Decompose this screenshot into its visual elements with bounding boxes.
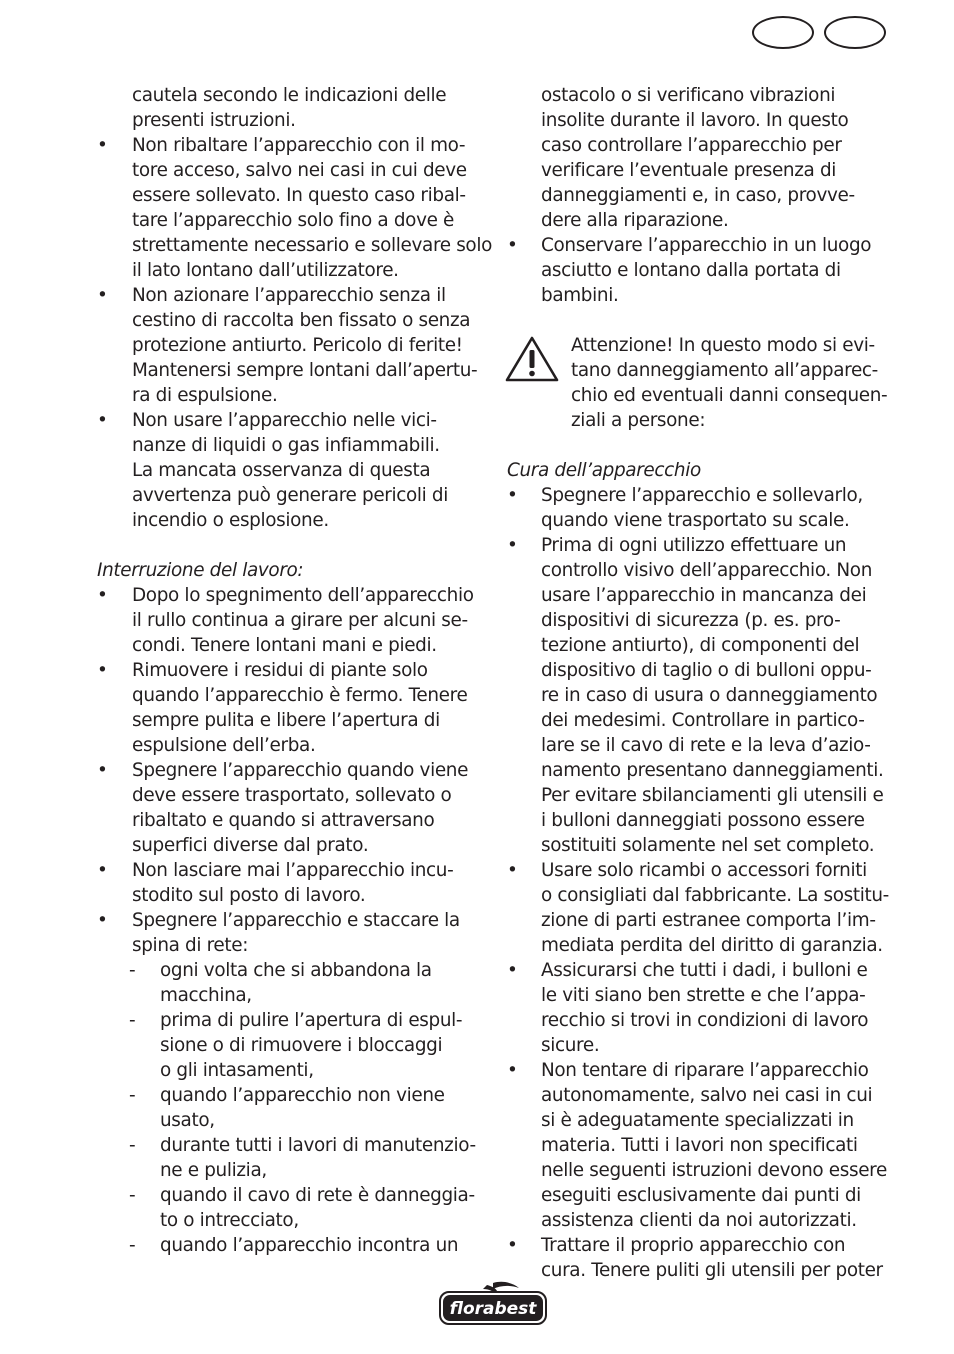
- text-line: i bulloni danneggiati possono essere: [541, 810, 865, 831]
- text-line: Spegnere l’apparecchio e staccare la: [132, 910, 460, 931]
- text-line: re in caso di usura o danneggiamento: [541, 685, 878, 706]
- text-line: bambini.: [541, 285, 619, 306]
- bullet-marker: •: [507, 1235, 518, 1256]
- text-line: sempre pulita e libere l’apertura di: [132, 710, 440, 731]
- text-line: Per evitare sbilanciamenti gli utensili e: [541, 785, 884, 806]
- warning-note: [507, 333, 907, 433]
- text-line: quando il cavo di rete è danneggia-: [160, 1185, 475, 1206]
- text-line: sicure.: [541, 1035, 600, 1056]
- text-line: autonomamente, salvo nei casi in cui: [541, 1085, 873, 1106]
- dash-item: [97, 1233, 497, 1258]
- text-line: Non tentare di riparare l’apparecchio: [541, 1060, 869, 1081]
- text-line: espulsione dell’erba.: [132, 735, 316, 756]
- bullet-item: [507, 1233, 907, 1283]
- bullet-item: [97, 283, 497, 408]
- text-line: tare l’apparecchio solo fino a dove è: [132, 210, 455, 231]
- text-line: ne e pulizia,: [160, 1160, 267, 1181]
- bullet-item: [97, 133, 497, 283]
- text-line: Mantenersi sempre lontani dall’apertu-: [132, 360, 478, 381]
- text-line: strettamente necessario e sollevare solo: [132, 235, 492, 256]
- bullet-item: [507, 483, 907, 533]
- dash-marker: -: [129, 1185, 136, 1206]
- left-column: [97, 83, 497, 1258]
- text-line: prima di pulire l’apertura di espul-: [160, 1010, 463, 1031]
- dash-marker: -: [129, 1010, 136, 1031]
- text-line: recchio si trovi in condizioni di lavoro: [541, 1010, 869, 1031]
- logo-text: florabest: [449, 1299, 537, 1319]
- text-line: stodito sul posto di lavoro.: [132, 885, 366, 906]
- text-line: tano danneggiamento all’apparec-: [571, 360, 878, 381]
- text-line: Trattare il proprio apparecchio con: [541, 1235, 846, 1256]
- dash-marker: -: [129, 1085, 136, 1106]
- text-line: tore acceso, salvo nei casi in cui deve: [132, 160, 467, 181]
- text-line: macchina,: [160, 985, 252, 1006]
- text-line: danneggiamenti e, in caso, provve-: [541, 185, 855, 206]
- text-line: lare se il cavo di rete e la leva d’azio-: [541, 735, 871, 756]
- text-line: cestino di raccolta ben fissato o senza: [132, 310, 471, 331]
- bullet-item: [97, 908, 497, 958]
- language-badge-left: [752, 16, 814, 49]
- text-line: usare l’apparecchio in mancanza dei: [541, 585, 867, 606]
- text-line: quando l’apparecchio non viene: [160, 1085, 445, 1106]
- text-line: materia. Tutti i lavori non specificati: [541, 1135, 858, 1156]
- text-line: Non ribaltare l’apparecchio con il mo-: [132, 135, 466, 156]
- text-line: chio ed eventuali danni consequen-: [571, 385, 888, 406]
- text-line: nanze di liquidi o gas infiammabili.: [132, 435, 440, 456]
- text-line: Non lasciare mai l’apparecchio incu-: [132, 860, 454, 881]
- text-line: dispositivo di taglio o di bulloni oppu-: [541, 660, 872, 681]
- text-line: si è adeguatamente specializzati in: [541, 1110, 854, 1131]
- text-line: quando l’apparecchio incontra un: [160, 1235, 459, 1256]
- text-line: protezione antiurto. Pericolo di ferite!: [132, 335, 463, 356]
- text-line: assistenza clienti da noi autorizzati.: [541, 1210, 857, 1231]
- text-line: condi. Tenere lontani mani e piedi.: [132, 635, 437, 656]
- bullet-item: [507, 1058, 907, 1233]
- text-line: o gli intasamenti,: [160, 1060, 314, 1081]
- text-line: usato,: [160, 1110, 215, 1131]
- bullet-marker: •: [97, 660, 108, 681]
- bullet-marker: •: [97, 760, 108, 781]
- text-line: asciutto e lontano dalla portata di: [541, 260, 841, 281]
- text-line: ra di espulsione.: [132, 385, 278, 406]
- text-line: spina di rete:: [132, 935, 249, 956]
- text-line: Interruzione del lavoro:: [97, 560, 304, 581]
- paragraph-continuation: [97, 83, 497, 133]
- text-line: dere alla riparazione.: [541, 210, 729, 231]
- text-line: quando viene trasportato su scale.: [541, 510, 850, 531]
- bullet-marker: •: [507, 235, 518, 256]
- text-line: durante tutti i lavori di manutenzio-: [160, 1135, 476, 1156]
- text-line: ribaltato e quando si attraversano: [132, 810, 435, 831]
- bullet-marker: •: [507, 960, 518, 981]
- bullet-marker: •: [507, 485, 518, 506]
- dash-marker: -: [129, 960, 136, 981]
- text-line: o consigliati dal fabbricante. La sostitu-: [541, 885, 889, 906]
- bullet-item: [97, 408, 497, 533]
- text-line: incendio o esplosione.: [132, 510, 329, 531]
- text-line: verificare l’eventuale presenza di: [541, 160, 837, 181]
- text-line: il lato lontano dall’utilizzatore.: [132, 260, 399, 281]
- dash-item: [97, 1083, 497, 1133]
- paragraph-continuation: [507, 83, 907, 233]
- text-line: La mancata osservanza di questa: [132, 460, 431, 481]
- bullet-marker: •: [97, 860, 108, 881]
- text-line: Usare solo ricambi o accessori forniti: [541, 860, 867, 881]
- language-badge-right: [824, 16, 886, 49]
- text-line: cautela secondo le indicazioni delle: [132, 85, 447, 106]
- bullet-item: [507, 233, 907, 308]
- bullet-item: [97, 658, 497, 758]
- bullet-marker: •: [97, 285, 108, 306]
- text-line: dei medesimi. Controllare in partico-: [541, 710, 865, 731]
- text-line: ogni volta che si abbandona la: [160, 960, 432, 981]
- text-line: superfici diverse dal prato.: [132, 835, 369, 856]
- language-badges: [752, 16, 892, 52]
- text-line: Dopo lo spegnimento dell’apparecchio: [132, 585, 474, 606]
- text-line: sione o di rimuovere i bloccaggi: [160, 1035, 443, 1056]
- bullet-item: [97, 583, 497, 658]
- florabest-logo: [437, 1281, 549, 1327]
- text-line: quando l’apparecchio è fermo. Tenere: [132, 685, 468, 706]
- bullet-marker: •: [507, 860, 518, 881]
- dash-marker: -: [129, 1135, 136, 1156]
- text-line: namento presentano danneggiamenti.: [541, 760, 884, 781]
- text-line: Non usare l’apparecchio nelle vici-: [132, 410, 437, 431]
- text-line: presenti istruzioni.: [132, 110, 296, 131]
- text-line: nelle seguenti istruzioni devono essere: [541, 1160, 887, 1181]
- text-line: controllo visivo dell’apparecchio. Non: [541, 560, 873, 581]
- text-line: avvertenza può generare pericoli di: [132, 485, 449, 506]
- dash-item: [97, 1133, 497, 1183]
- text-line: Spegnere l’apparecchio e sollevarlo,: [541, 485, 863, 506]
- bullet-marker: •: [507, 1060, 518, 1081]
- right-column: [507, 83, 907, 1283]
- bullet-marker: •: [97, 135, 108, 156]
- section-heading: [97, 558, 497, 583]
- bullet-item: [507, 533, 907, 858]
- bullet-item: [507, 958, 907, 1058]
- text-line: caso controllare l’apparecchio per: [541, 135, 842, 156]
- text-line: to o intrecciato,: [160, 1210, 299, 1231]
- bullet-item: [97, 858, 497, 908]
- text-line: ostacolo o si verificano vibrazioni: [541, 85, 836, 106]
- text-line: eseguiti esclusivamente dai punti di: [541, 1185, 861, 1206]
- bullet-marker: •: [97, 585, 108, 606]
- text-line: cura. Tenere puliti gli utensili per poter: [541, 1260, 883, 1281]
- dash-marker: -: [129, 1235, 136, 1256]
- text-line: Assicurarsi che tutti i dadi, i bulloni e: [541, 960, 868, 981]
- dash-item: [97, 1183, 497, 1233]
- bullet-marker: •: [507, 535, 518, 556]
- text-line: dispositivi di sicurezza (p. es. pro-: [541, 610, 841, 631]
- text-line: Attenzione! In questo modo si evi-: [571, 335, 875, 356]
- bullet-marker: •: [97, 410, 108, 431]
- text-line: insolite durante il lavoro. In questo: [541, 110, 849, 131]
- text-line: tezione antiurto), di componenti del: [541, 635, 860, 656]
- text-line: Non azionare l’apparecchio senza il: [132, 285, 446, 306]
- text-line: Cura dell’apparecchio: [507, 460, 701, 481]
- text-line: mediata perdita del diritto di garanzia.: [541, 935, 883, 956]
- dash-item: [97, 958, 497, 1008]
- spacer: [507, 433, 907, 458]
- text-line: il rullo continua a girare per alcuni se-: [132, 610, 468, 631]
- text-line: Spegnere l’apparecchio quando viene: [132, 760, 469, 781]
- section-heading: [507, 458, 907, 483]
- text-line: ziali a persone:: [571, 410, 706, 431]
- bullet-marker: •: [97, 910, 108, 931]
- text-line: Prima di ogni utilizzo effettuare un: [541, 535, 847, 556]
- spacer: [97, 533, 497, 558]
- spacer: [507, 308, 907, 333]
- text-line: deve essere trasportato, sollevato o: [132, 785, 452, 806]
- text-line: zione di parti estranee comporta l’im-: [541, 910, 876, 931]
- bullet-item: [507, 858, 907, 958]
- text-line: le viti siano ben strette e che l’appa-: [541, 985, 866, 1006]
- bullet-item: [97, 758, 497, 858]
- text-line: sostituiti solamente nel set completo.: [541, 835, 875, 856]
- text-line: Conservare l’apparecchio in un luogo: [541, 235, 872, 256]
- text-line: Rimuovere i residui di piante solo: [132, 660, 428, 681]
- text-line: essere sollevato. In questo caso ribal-: [132, 185, 466, 206]
- dash-item: [97, 1008, 497, 1083]
